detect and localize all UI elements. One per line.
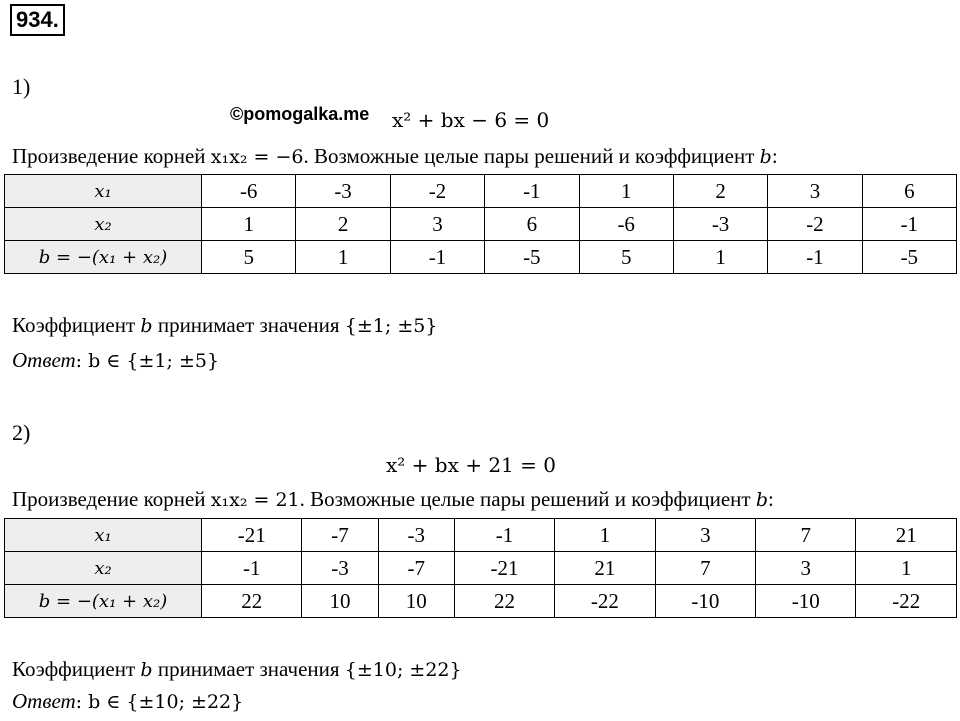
part-1-answer bbox=[12, 348, 219, 373]
part-1-coefficient-line bbox=[12, 313, 437, 338]
table-cell: 10 bbox=[378, 585, 454, 618]
table-cell: -5 bbox=[485, 241, 579, 274]
table-cell: -10 bbox=[655, 585, 755, 618]
answer-value: : b ∈ {±1; ±5} bbox=[75, 350, 220, 372]
table-cell: 1 bbox=[555, 519, 655, 552]
intro-rest-text: . Возможные целые пары решений и коэффициент bbox=[303, 144, 760, 168]
table-cell: -22 bbox=[555, 585, 655, 618]
table-cell: 1 bbox=[579, 175, 673, 208]
table-cell: 21 bbox=[555, 552, 655, 585]
table-cell: 6 bbox=[485, 208, 579, 241]
part-1-intro bbox=[12, 144, 778, 169]
table-cell: -1 bbox=[454, 519, 554, 552]
table-cell: -3 bbox=[673, 208, 767, 241]
part-1-label: 1) bbox=[12, 74, 31, 99]
table-cell: -1 bbox=[202, 552, 302, 585]
part-2-answer bbox=[12, 689, 243, 714]
b-symbol: b bbox=[140, 659, 153, 681]
answer-value: : b ∈ {±10; ±22} bbox=[75, 691, 244, 713]
coef-text: Коэффициент bbox=[12, 313, 141, 337]
task-number: 934. bbox=[10, 4, 65, 36]
table-cell: 5 bbox=[202, 241, 296, 274]
b-symbol: b bbox=[140, 315, 153, 337]
b-symbol: b bbox=[759, 146, 772, 168]
table-cell: -1 bbox=[485, 175, 579, 208]
part-1-table bbox=[4, 174, 957, 274]
table-cell: 1 bbox=[673, 241, 767, 274]
coef-text-2: принимает значения bbox=[152, 657, 345, 681]
coef-set: {±1; ±5} bbox=[344, 315, 438, 337]
part-2-label: 2) bbox=[12, 420, 31, 445]
table-cell: -3 bbox=[296, 175, 390, 208]
table-cell: -21 bbox=[454, 552, 554, 585]
row-header: b = −(x₁ + x₂) bbox=[5, 241, 202, 274]
table-cell: -1 bbox=[768, 241, 862, 274]
row-header: x₁ bbox=[5, 519, 202, 552]
table-cell: -10 bbox=[756, 585, 856, 618]
table-row-b bbox=[5, 585, 957, 618]
part-2-table bbox=[4, 518, 957, 618]
table-cell: -1 bbox=[390, 241, 484, 274]
table-row-x1 bbox=[5, 519, 957, 552]
part-2-coefficient-line bbox=[12, 657, 462, 682]
table-cell: -6 bbox=[579, 208, 673, 241]
answer-label: Ответ bbox=[12, 348, 76, 372]
table-row-x1 bbox=[5, 175, 957, 208]
table-cell: -3 bbox=[302, 552, 378, 585]
colon: : bbox=[771, 144, 778, 168]
table-cell: -22 bbox=[856, 585, 957, 618]
watermark: ©pomogalka.me bbox=[230, 104, 370, 124]
table-cell: 3 bbox=[768, 175, 862, 208]
intro-rest-text: . Возможные целые пары решений и коэффициент bbox=[299, 487, 756, 511]
table-row-x2 bbox=[5, 208, 957, 241]
table-cell: -6 bbox=[202, 175, 296, 208]
table-cell: 22 bbox=[202, 585, 302, 618]
table-cell: -2 bbox=[768, 208, 862, 241]
table-cell: 22 bbox=[454, 585, 554, 618]
table-row-x2 bbox=[5, 552, 957, 585]
intro-text: Произведение корней bbox=[12, 487, 211, 511]
table-cell: 3 bbox=[390, 208, 484, 241]
table-cell: 6 bbox=[862, 175, 956, 208]
table-row-b bbox=[5, 241, 957, 274]
row-header: x₁ bbox=[5, 175, 202, 208]
coef-text-2: принимает значения bbox=[152, 313, 345, 337]
intro-text: Произведение корней bbox=[12, 144, 211, 168]
table-cell: -5 bbox=[862, 241, 956, 274]
product-formula: x₁x₂ = −6 bbox=[210, 146, 304, 168]
part-2-equation: x² + bx + 21 = 0 bbox=[386, 453, 556, 477]
row-header: x₂ bbox=[5, 552, 202, 585]
table-cell: 1 bbox=[202, 208, 296, 241]
table-cell: 2 bbox=[673, 175, 767, 208]
table-cell: 7 bbox=[655, 552, 755, 585]
table-cell: -2 bbox=[390, 175, 484, 208]
table-cell: -7 bbox=[302, 519, 378, 552]
table-cell: -3 bbox=[378, 519, 454, 552]
table-cell: 3 bbox=[655, 519, 755, 552]
row-header: x₂ bbox=[5, 208, 202, 241]
table-cell: -21 bbox=[202, 519, 302, 552]
table-cell: 7 bbox=[756, 519, 856, 552]
colon: : bbox=[767, 487, 774, 511]
table-cell: 5 bbox=[579, 241, 673, 274]
b-symbol: b bbox=[755, 489, 768, 511]
answer-label: Ответ bbox=[12, 689, 76, 713]
table-cell: 10 bbox=[302, 585, 378, 618]
row-header: b = −(x₁ + x₂) bbox=[5, 585, 202, 618]
table-cell: -1 bbox=[862, 208, 956, 241]
coef-text: Коэффициент bbox=[12, 657, 141, 681]
coef-set: {±10; ±22} bbox=[344, 659, 462, 681]
part-1-equation: x² + bx − 6 = 0 bbox=[392, 108, 550, 132]
table-cell: -7 bbox=[378, 552, 454, 585]
table-cell: 21 bbox=[856, 519, 957, 552]
table-cell: 1 bbox=[856, 552, 957, 585]
table-cell: 2 bbox=[296, 208, 390, 241]
part-2-intro bbox=[12, 487, 774, 512]
table-cell: 3 bbox=[756, 552, 856, 585]
product-formula: x₁x₂ = 21 bbox=[210, 489, 300, 511]
table-cell: 1 bbox=[296, 241, 390, 274]
